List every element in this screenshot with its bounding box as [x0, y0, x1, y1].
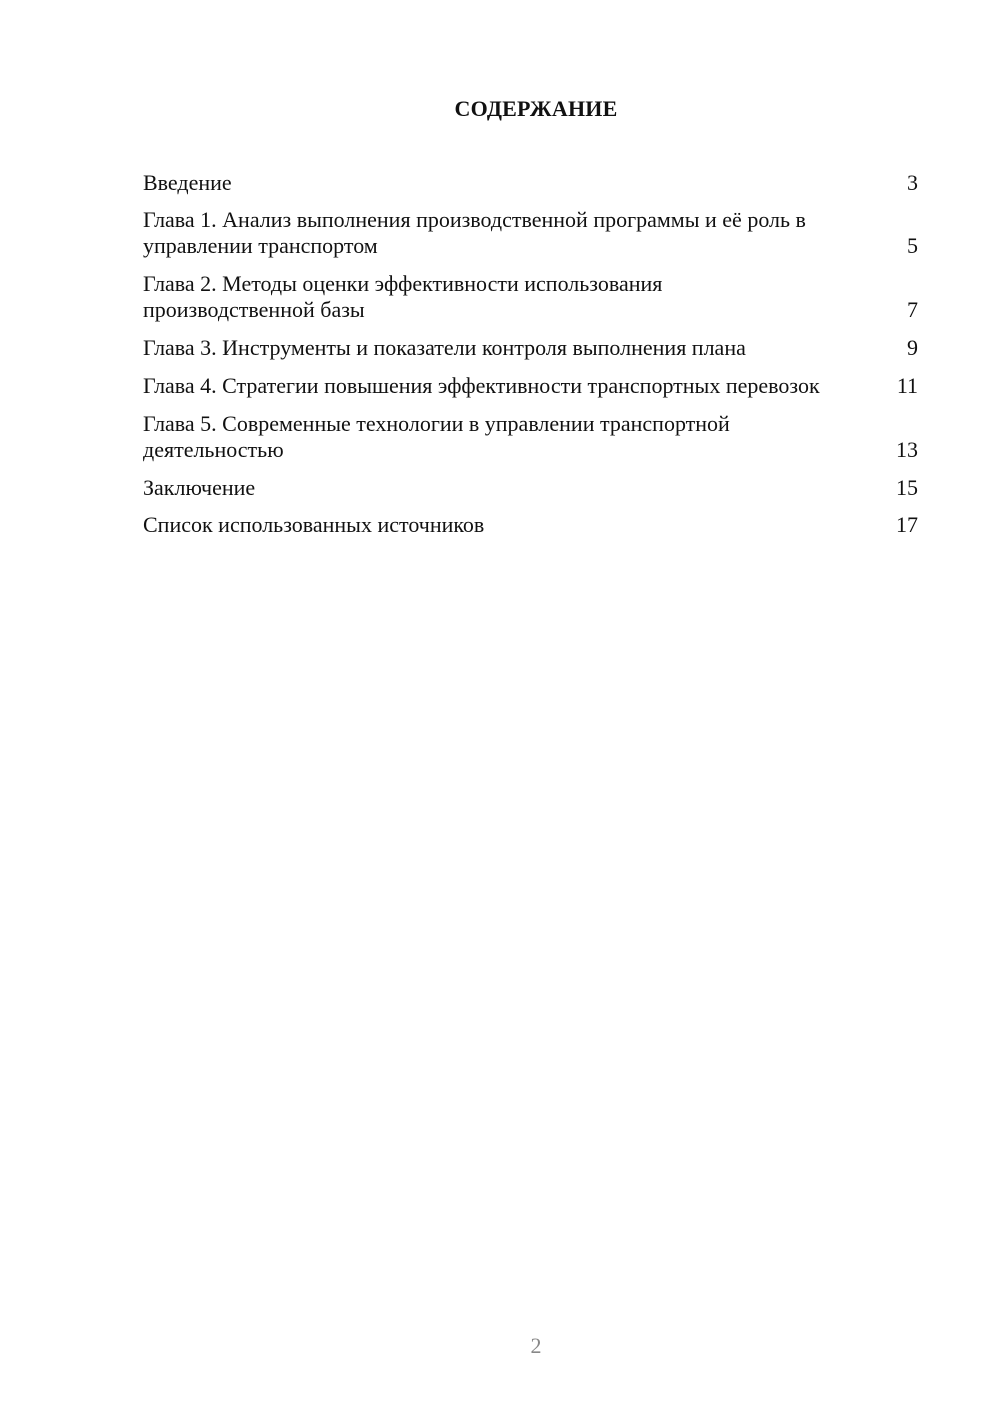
toc-entry-page: 7	[907, 297, 918, 322]
toc-entry-title: Глава 2. Методы оценки эффективности использования производственной базы	[143, 271, 663, 322]
toc-entry-title: Список использованных источников	[143, 512, 485, 537]
toc-entry-introduction[interactable]	[143, 170, 918, 196]
toc-entry-page: 11	[896, 373, 918, 398]
toc-entry-page: 5	[907, 233, 918, 258]
toc-entry-references[interactable]	[143, 512, 918, 538]
toc-entry-conclusion[interactable]	[143, 475, 918, 501]
toc-entry-chapter-2[interactable]	[143, 271, 918, 323]
toc-entry-title: Заключение	[143, 475, 256, 500]
toc-entry-page: 13	[896, 437, 918, 462]
toc-entry-page: 9	[907, 335, 918, 360]
toc-entry-page: 15	[896, 475, 918, 500]
toc-entry-chapter-3[interactable]	[143, 335, 918, 361]
toc-entry-chapter-5[interactable]	[143, 411, 918, 463]
toc-entry-page: 3	[907, 170, 918, 195]
toc-entry-chapter-1[interactable]	[143, 207, 918, 259]
toc-entry-chapter-4[interactable]	[143, 373, 918, 399]
toc-entry-title: Глава 4. Стратегии повышения эффективности транспортных перевозок	[143, 373, 820, 398]
page-number: 2	[530, 1333, 542, 1358]
table-of-contents	[143, 170, 918, 549]
toc-entry-title: Глава 3. Инструменты и показатели контроля выполнения плана	[143, 335, 746, 360]
toc-heading: СОДЕРЖАНИЕ	[454, 96, 618, 121]
toc-entry-title: Введение	[143, 170, 232, 195]
toc-entry-title: Глава 1. Анализ выполнения производственной программы и её роль в управлении транспортом	[143, 207, 806, 258]
toc-entry-title: Глава 5. Современные технологии в управлении транспортной деятельностью	[143, 411, 730, 462]
toc-entry-page: 17	[896, 512, 918, 537]
